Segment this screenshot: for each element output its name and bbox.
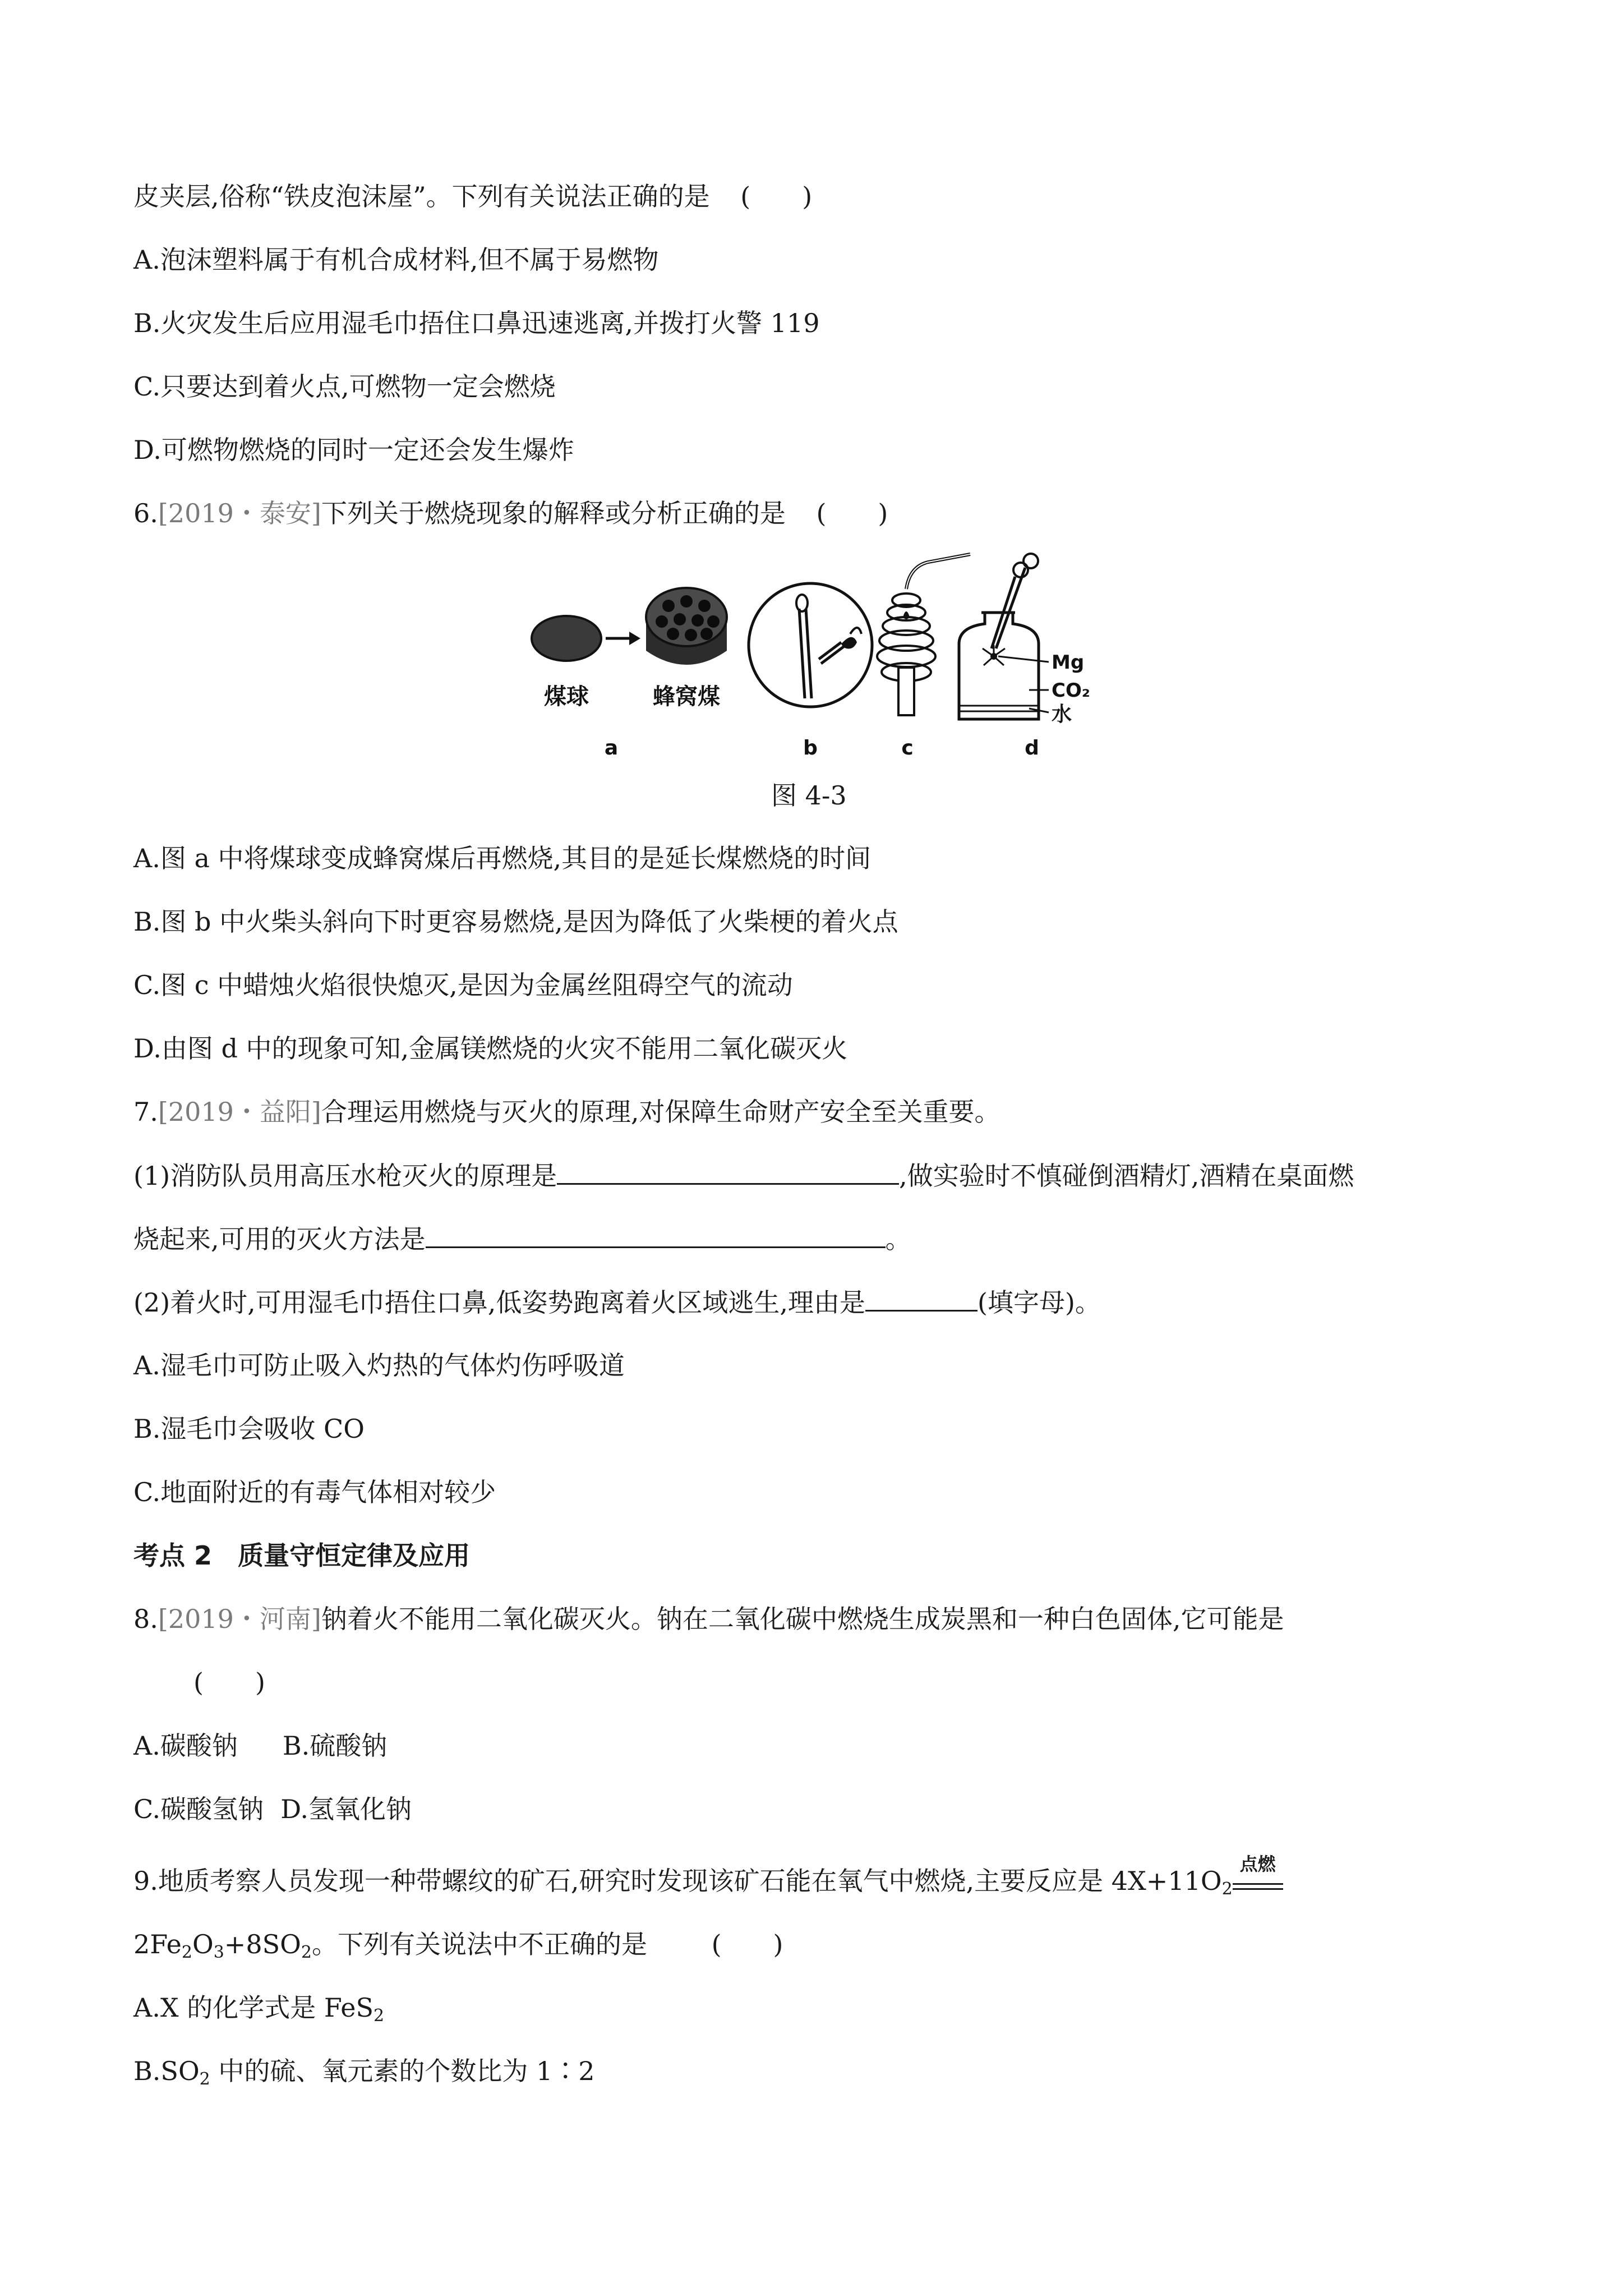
q9-option-b: $B.SO_2$ 中的硫、氧元素的个数比为 1∶2 [133, 2056, 595, 2089]
honeycomb-briquette-image [646, 588, 727, 665]
answer-blank-2[interactable] [426, 1222, 886, 1248]
fig-label-c: c [901, 737, 914, 760]
answer-paren: ( ) [193, 1667, 265, 1697]
mg-label: Mg [1052, 651, 1085, 674]
co2-label: CO₂ [1052, 679, 1090, 702]
figure-4-3 [522, 550, 1127, 763]
q8-stem: 8.[2019・河南]钠着火不能用二氧化碳灭火。钠在二氧化碳中燃烧生成炭黑和一种白色固体,它可能是 [133, 1604, 1284, 1634]
coal-ball-label: 煤球 [544, 684, 589, 710]
source-tag: [2019・泰安] [158, 498, 321, 528]
answer-blank-3[interactable] [865, 1285, 978, 1312]
q6-option-c: C.图 c 中蜡烛火焰很快熄灭,是因为金属丝阻碍空气的流动 [133, 970, 793, 1000]
honeycomb-label: 蜂窝煤 [653, 684, 720, 710]
arrow-icon [629, 632, 640, 645]
q6-stem: 6.[2019・泰安]下列关于燃烧现象的解释或分析正确的是 ( ) [133, 496, 888, 530]
q9-option-a: A.X 的化学式是 FeS$_2$ [133, 1993, 385, 2026]
fig-label-d: d [1025, 737, 1039, 760]
q7-part1-line1: (1)消防队员用高压水枪灭火的原理是 ,做实验时不慎碰倒酒精灯,酒精在桌面燃 [133, 1158, 1354, 1193]
q5-option-a: A.泡沫塑料属于有机合成材料,但不属于易燃物 [133, 245, 659, 275]
q9-stem: 9.地质考察人员发现一种带螺纹的矿石,研究时发现该矿石能在氧气中燃烧,主要反应是 $4X+11O_2$ 点燃 [133, 1864, 1283, 1906]
reaction-condition: 点燃 [1233, 1871, 1283, 1890]
source-tag: [2019・河南] [158, 1604, 321, 1634]
source-tag: [2019・益阳] [158, 1097, 321, 1127]
q7-part2: (2)着火时,可用湿毛巾捂住口鼻,低姿势跑离着火区域逃生,理由是 (填字母)。 [133, 1285, 1101, 1319]
q8-options-row2: C.碳酸氢钠 D.氢氧化钠 [133, 1794, 412, 1824]
q6-option-d: D.由图 d 中的现象可知,金属镁燃烧的火灾不能用二氧化碳灭火 [133, 1033, 848, 1064]
match-image [749, 583, 872, 707]
q5-option-b: B.火灾发生后应用湿毛巾捂住口鼻迅速逃离,并拨打火警 119 [133, 308, 820, 338]
mg-co2-bottle-image [959, 554, 1049, 719]
q5-option-d: D.可燃物燃烧的同时一定还会发生爆炸 [133, 435, 574, 465]
answer-paren: ( ) [816, 498, 888, 528]
q5-option-c: C.只要达到着火点,可燃物一定会燃烧 [133, 371, 556, 402]
q7-part1-line2: 烧起来,可用的灭火方法是 。 [133, 1222, 911, 1256]
section-heading: 考点 2 质量守恒定律及应用 [133, 1540, 471, 1571]
q8-options-row1: A.碳酸钠 B.硫酸钠 [133, 1731, 388, 1761]
q6-option-b: B.图 b 中火柴头斜向下时更容易燃烧,是因为降低了火柴梗的着火点 [133, 907, 898, 937]
q7-option-a: A.湿毛巾可防止吸入灼热的气体灼伤呼吸道 [133, 1350, 625, 1381]
q7-option-c: C.地面附近的有毒气体相对较少 [133, 1477, 496, 1507]
q9-equation-products: $2Fe_2O_3+8SO_2$。下列有关说法中不正确的是 ( ) [133, 1927, 783, 1970]
figure-caption: 图 4-3 [771, 780, 847, 811]
candle-coil-image [877, 554, 970, 715]
answer-blank-1[interactable] [557, 1158, 899, 1185]
q7-stem: 7.[2019・益阳]合理运用燃烧与灭火的原理,对保障生命财产安全至关重要。 [133, 1097, 1000, 1127]
q5-stem: 皮夹层,俗称“铁皮泡沫屋”。下列有关说法正确的是 ( ) [133, 180, 812, 213]
fig-label-b: b [803, 737, 818, 760]
q7-option-b: B.湿毛巾会吸收 CO [133, 1414, 365, 1444]
answer-paren: ( ) [740, 181, 813, 211]
fig-label-a: a [604, 737, 619, 760]
water-label: 水 [1052, 703, 1072, 726]
answer-paren: ( ) [711, 1929, 783, 1959]
q6-option-a: A.图 a 中将煤球变成蜂窝煤后再燃烧,其目的是延长煤燃烧的时间 [133, 843, 872, 873]
